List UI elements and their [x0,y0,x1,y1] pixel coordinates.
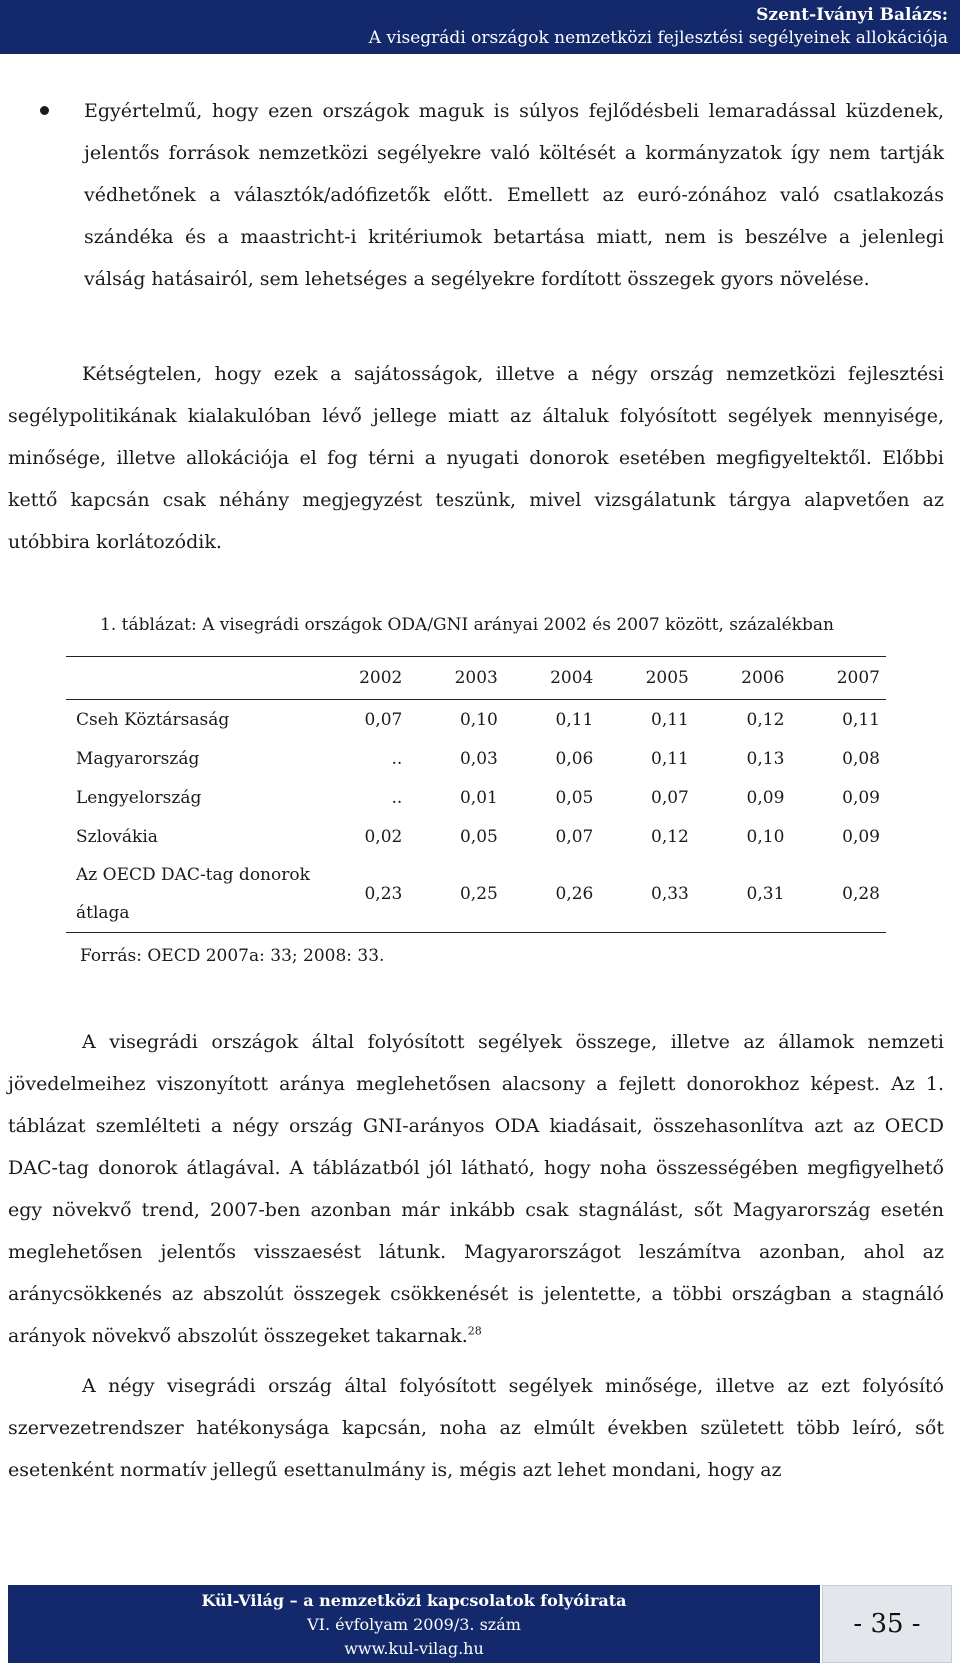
paragraph-1: Kétségtelen, hogy ezek a sajátosságok, illetve a négy ország nemzetközi fejlesztési segélypolitikának kialakulóban lévő jellege miatt az általuk folyósított segélyek mennyisége, minősége, illetve allokációja el fog térni a nyugati donorok esetében megfigyeltektől. Előbbi kettő kapcsán csak néhány megjegyzést teszünk, mivel vizsgálatunk tárgya alapvetően az utóbbira korlátozódik. [8,363,944,553]
footer-url[interactable]: www.kul-vilag.hu [344,1639,484,1658]
table-row [66,778,886,817]
table-cell: 0,11 [842,709,880,730]
table-cell: 0,08 [842,748,880,769]
table-row [66,856,886,933]
table-row [66,817,886,856]
footnote-ref[interactable]: 28 [467,1324,482,1338]
table-header-year: 2003 [408,657,504,700]
table-header-year: 2006 [695,657,791,700]
paragraph-3: A négy visegrádi ország által folyósított segélyek minősége, illetve az ezt folyósító szervezetrendszer hatékonysága kapcsán, noha az elmúlt években született több leíró, sőt esetenként normatív jellegű esettanulmány is, mégis azt lehet mondani, hogy az [8,1375,944,1481]
table-cell: 0,23 [313,856,409,933]
table-header-year: 2005 [599,657,695,700]
table-row-country: Az OECD DAC-tag donorok átlaga [66,856,313,933]
table-cell: 0,09 [746,787,785,808]
table-cell: 0,07 [651,787,689,808]
table-cell: 0,10 [459,709,498,730]
header-author: Szent-Iványi Balázs: [756,5,948,25]
table-cell: 0,02 [364,826,403,847]
footer-journal-bar [8,1585,820,1663]
table-cell: 0,07 [364,709,403,730]
table-cell: 0,05 [459,826,498,847]
table-row-country: Lengyelország [76,787,202,808]
table-cell: 0,03 [459,748,498,769]
table-cell: 0,09 [842,787,880,808]
table-cell: 0,13 [746,748,785,769]
table-cell: 0,12 [746,709,785,730]
table-cell: 0,10 [746,826,785,847]
table-cell: 0,12 [651,826,689,847]
table-header-year: 2007 [790,657,886,700]
page-footer [0,1585,960,1663]
table-cell: 0,11 [555,709,594,730]
table-row [66,739,886,778]
header-title: A visegrádi országok nemzetközi fejlesztési segélyeinek allokációja [368,28,948,48]
table-header-year: 2004 [504,657,600,700]
table-cell: .. [391,748,403,769]
page-header [0,0,960,54]
table-cell: .. [391,787,403,808]
table-cell: 0,06 [555,748,594,769]
table-header-year: 2002 [313,657,409,700]
table-cell: 0,33 [599,856,695,933]
table-cell: 0,26 [504,856,600,933]
oda-gni-table [66,656,886,933]
table-caption: 1. táblázat: A visegrádi országok ODA/GNI arányai 2002 és 2007 között, százalékban [100,615,834,635]
footer-journal: Kül-Világ – a nemzetközi kapcsolatok folyóirata [201,1591,627,1610]
table-cell: 0,31 [695,856,791,933]
table-cell: 0,11 [651,748,689,769]
table-row [66,700,886,740]
table-header-row [66,657,886,700]
table-cell: 0,07 [555,826,594,847]
table-cell: 0,11 [651,709,689,730]
footer-issue: VI. évfolyam 2009/3. szám [307,1615,521,1634]
table-cell: 0,25 [408,856,504,933]
paragraph-2-text: A visegrádi országok által folyósított segélyek összege, illetve az államok nemzeti jövedelmeihez viszonyított aránya meglehetősen alacsony a fejlett donorokhoz képest. Az 1. táblázat szemlélteti a négy ország GNI-arányos ODA kiadásait, összehasonlítva azt az OECD DAC-tag donorok átlagával. A táblázatból jól látható, hogy noha összességében megfigyelhető egy növekvő trend, 2007-ben azonban már inkább csak stagnálást, sőt Magyarország esetén meglehetősen jelentős visszaesést látunk. Magyarországot leszámítva azonban, ahol az aránycsökkenés az abszolút összegek csökkenését is jelentette, a többi országban a stagnáló arányok növekvő abszolút összegeket takarnak. [8,1031,944,1347]
paragraph-2 [8,1021,944,1357]
table-cell: 0,09 [842,826,880,847]
table-row-country: Szlovákia [76,826,158,847]
page-number: - 35 - [822,1585,952,1663]
bullet-paragraph: Egyértelmű, hogy ezen országok maguk is súlyos fejlődésbeli lemaradással küzdenek, jelentős források nemzetközi segélyekre való költését a kormányzatok így nem tartják védhetőnek a választók/adófizetők előtt. Emellett az euró-zónához való csatlakozás szándéka és a maastricht-i kritériumok betartása miatt, nem is beszélve a jelenlegi válság hatásairól, sem lehetséges a segélyekre fordított összegek gyors növelése. [84,100,944,290]
table-header-empty [66,657,313,700]
table-row-country: Cseh Köztársaság [76,709,230,730]
table-row-country: Magyarország [76,748,200,769]
bullet-icon [40,106,49,115]
table-cell: 0,28 [790,856,886,933]
table-cell: 0,01 [459,787,498,808]
table-cell: 0,05 [555,787,594,808]
table-source: Forrás: OECD 2007a: 33; 2008: 33. [80,946,385,966]
